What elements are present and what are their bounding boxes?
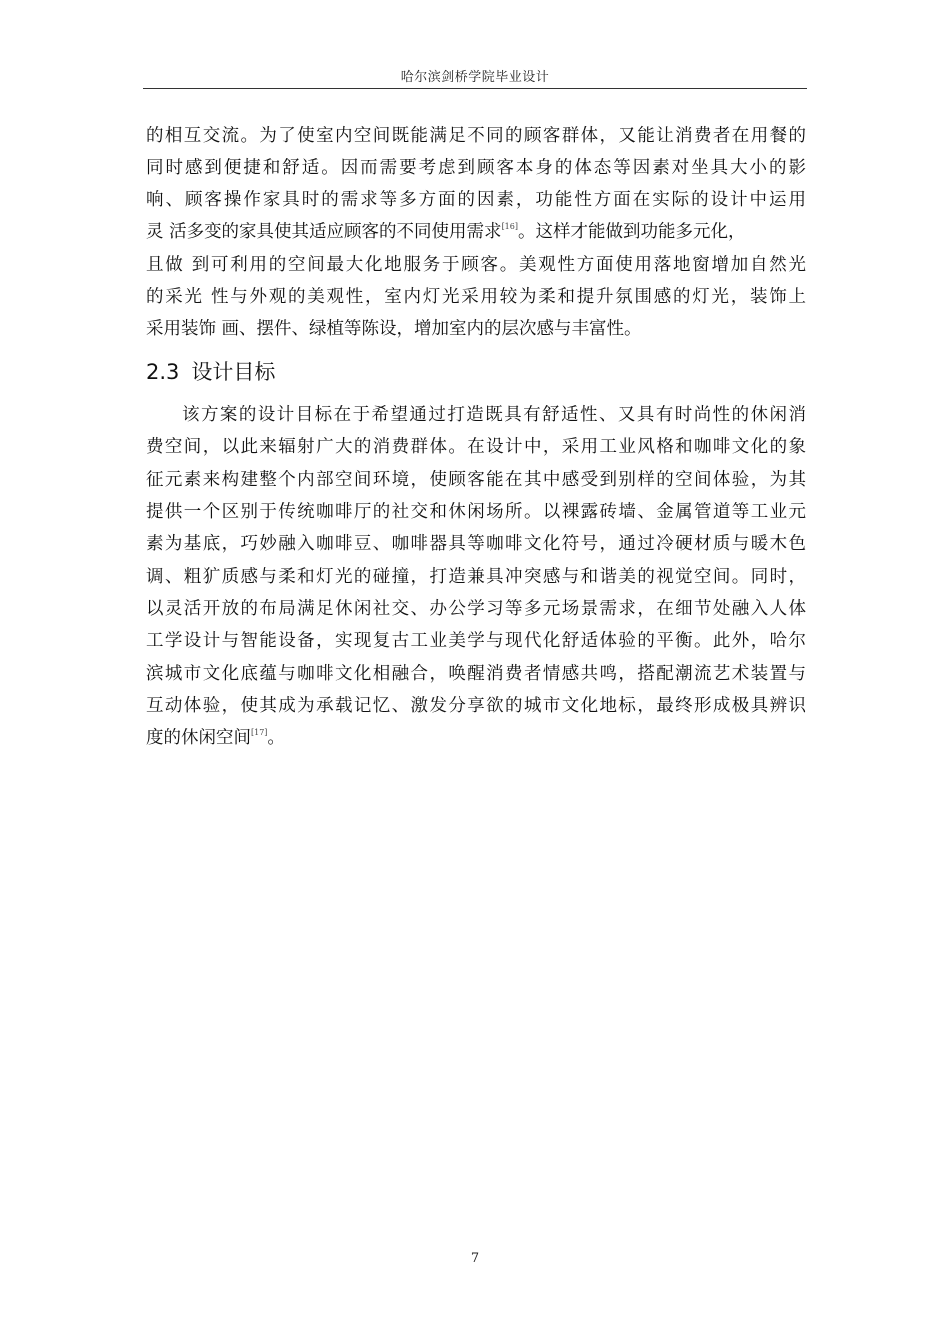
citation-16: [16]	[501, 222, 518, 231]
text-line: 滨城市文化底蕴与咖啡文化相融合，唤醒消费者情感共鸣，搭配潮流艺术装置与	[146, 664, 806, 684]
text-line: 采用装饰 画、摆件、绿植等陈设，增加室内的层次感与丰富性。	[146, 319, 642, 339]
text-segment: 度的休闲空间	[146, 728, 251, 748]
text-line: 调、粗犷质感与柔和灯光的碰撞，打造兼具冲突感与和谐美的视觉空间。同时，	[146, 567, 806, 587]
text-line: 且做 到可利用的空间最大化地服务于顾客。美观性方面使用落地窗增加自然光	[146, 255, 806, 275]
text-line: 的采光 性与外观的美观性，室内灯光采用较为柔和提升氛围感的灯光，装饰上	[146, 287, 806, 307]
text-line: 的相互交流。为了使室内空间既能满足不同的顾客群体，又能让消费者在用餐的	[146, 126, 806, 146]
section-title: 设计目标	[191, 360, 276, 384]
text-line: 费空间，以此来辐射广大的消费群体。在设计中，采用工业风格和咖啡文化的象	[146, 437, 806, 457]
header-divider	[143, 88, 807, 89]
text-line: 同时感到便捷和舒适。因而需要考虑到顾客本身的体态等因素对坐具大小的影	[146, 158, 806, 178]
text-segment: 。	[267, 728, 285, 748]
text-line: 互动体验，使其成为承载记忆、激发分享欲的城市文化地标，最终形成极具辨识	[146, 696, 806, 716]
text-line: 素为基底，巧妙融入咖啡豆、咖啡器具等咖啡文化符号，通过冷硬材质与暖木色	[146, 534, 806, 554]
text-line: 响、顾客操作家具时的需求等多方面的因素，功能性方面在实际的设计中运用	[146, 190, 806, 210]
text-line: 工学设计与智能设备，实现复古工业美学与现代化舒适体验的平衡。此外，哈尔	[146, 631, 806, 651]
citation-17: [17]	[251, 728, 268, 737]
section-number: 2.3	[146, 360, 180, 384]
text-line: 征元素来构建整个内部空间环境，使顾客能在其中感受到别样的空间体验，为其	[146, 470, 806, 490]
text-line-with-citation	[146, 727, 285, 749]
text-line: 提供一个区别于传统咖啡厅的社交和休闲场所。以裸露砖墙、金属管道等工业元	[146, 502, 806, 522]
section-heading	[146, 358, 275, 386]
text-line: 该方案的设计目标在于希望通过打造既具有舒适性、又具有时尚性的休闲消	[182, 405, 806, 425]
text-line: 以灵活开放的布局满足休闲社交、办公学习等多元场景需求，在细节处融入人体	[146, 599, 806, 619]
text-segment: 。这样才能做到功能多元化，	[517, 222, 746, 242]
page-header: 哈尔滨剑桥学院毕业设计	[400, 70, 550, 85]
text-segment: 灵 活多变的家具使其适应顾客的不同使用需求	[146, 222, 502, 242]
text-line-with-citation	[146, 221, 806, 243]
page-number: 7	[470, 1251, 480, 1266]
